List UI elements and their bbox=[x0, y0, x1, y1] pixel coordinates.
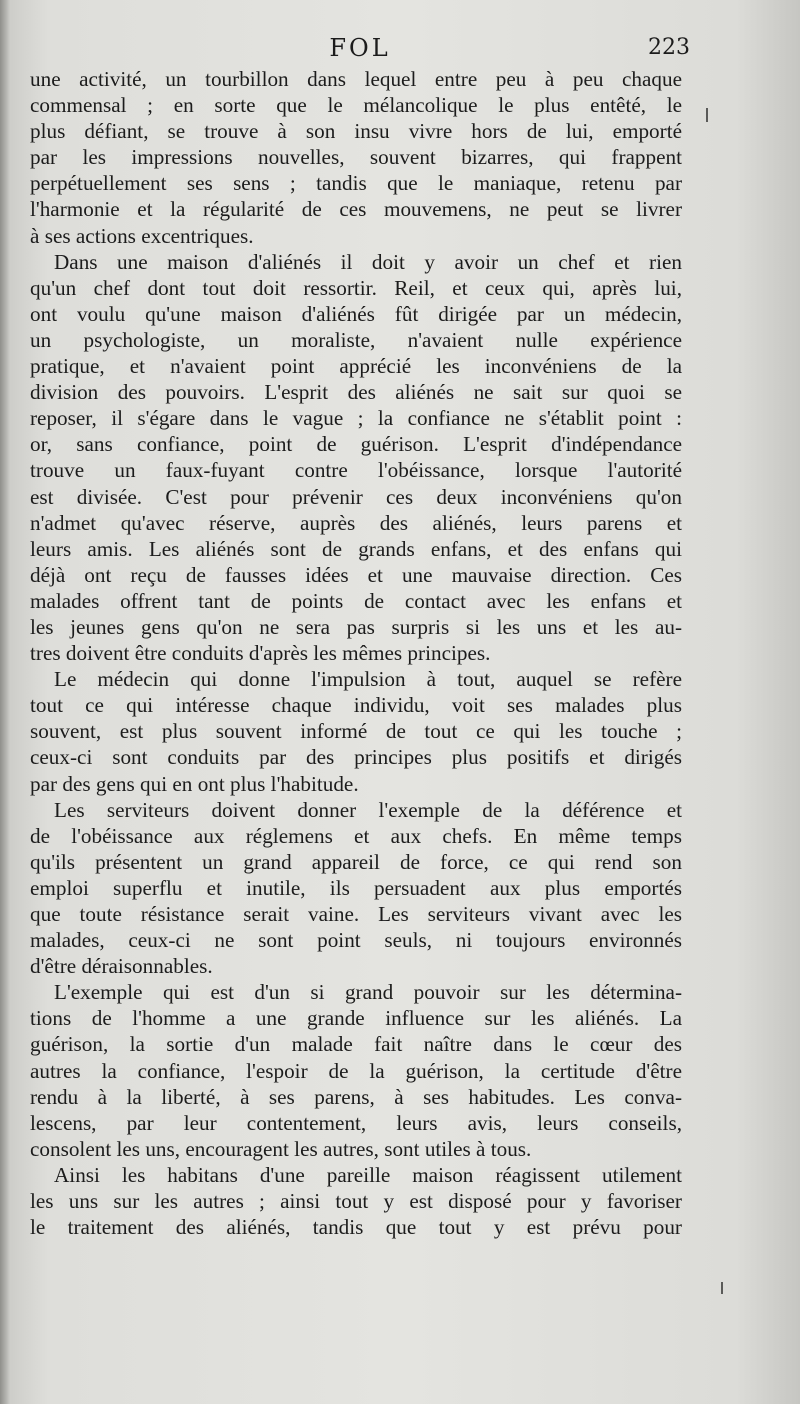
text-line: rendu à la liberté, à ses parens, à ses habitudes. Les conva- bbox=[30, 1084, 682, 1109]
text-line: n'admet qu'avec réserve, auprès des aliénés, leurs parens et bbox=[30, 510, 682, 535]
text-line: or, sans confiance, point de guérison. L'esprit d'indépendance bbox=[30, 432, 682, 457]
margin-mark bbox=[706, 108, 708, 122]
text-line: malades offrent tant de points de contact avec les enfans et bbox=[30, 588, 682, 613]
text-line: déjà ont reçu de fausses idées et une mauvaise direction. Ces bbox=[30, 562, 682, 587]
text-line: leurs amis. Les aliénés sont de grands enfans, et des enfans qui bbox=[30, 536, 682, 561]
text-line: commensal ; en sorte que le mélancolique le plus entêté, le bbox=[30, 93, 682, 118]
text-line: l'harmonie et la régularité de ces mouvemens, ne peut se livrer bbox=[30, 197, 682, 222]
text-line: lescens, par leur contentement, leurs avis, leurs conseils, bbox=[30, 1110, 682, 1135]
text-line: d'être déraisonnables. bbox=[30, 954, 213, 979]
text-line: est divisée. C'est pour prévenir ces deux inconvéniens qu'on bbox=[30, 484, 682, 509]
text-line: qu'ils présentent un grand appareil de force, ce qui rend son bbox=[30, 849, 682, 874]
text-line: trouve un faux-fuyant contre l'obéissance, lorsque l'autorité bbox=[30, 458, 682, 483]
text-line: consolent les uns, encouragent les autres, sont utiles à tous. bbox=[30, 1136, 532, 1161]
text-line: tres doivent être conduits d'après les mêmes principes. bbox=[30, 641, 491, 666]
text-line: une activité, un tourbillon dans lequel entre peu à peu chaque bbox=[30, 67, 682, 91]
text-line: de l'obéissance aux réglemens et aux chefs. En même temps bbox=[30, 823, 682, 848]
running-head bbox=[30, 30, 690, 66]
text-line: ceux-ci sont conduits par des principes plus positifs et dirigés bbox=[30, 745, 682, 770]
text-line: perpétuellement ses sens ; tandis que le maniaque, retenu par bbox=[30, 171, 682, 196]
text-line: plus défiant, se trouve à son insu vivre hors de lui, emporté bbox=[30, 119, 682, 144]
text-line: tions de l'homme a une grande influence sur les aliénés. La bbox=[30, 1006, 682, 1031]
text-line: Dans une maison d'aliénés il doit y avoir un chef et rien bbox=[54, 249, 682, 274]
text-line: malades, ceux-ci ne sont point seuls, ni toujours environnés bbox=[30, 928, 682, 953]
text-line: division des pouvoirs. L'esprit des aliénés ne sait sur quoi se bbox=[30, 380, 682, 405]
text-line: à ses actions excentriques. bbox=[30, 223, 254, 248]
text-line: les jeunes gens qu'on ne sera pas surpris si les uns et les au- bbox=[30, 614, 682, 639]
page-number: 223 bbox=[648, 35, 690, 60]
text-line: guérison, la sortie d'un malade fait naître dans le cœur des bbox=[30, 1032, 682, 1057]
text-line: Les serviteurs doivent donner l'exemple de la déférence et bbox=[54, 797, 682, 822]
page-gutter-shadow bbox=[0, 0, 10, 1404]
text-line: ont voulu qu'une maison d'aliénés fût dirigée par un médecin, bbox=[30, 301, 682, 326]
margin-mark bbox=[721, 1282, 723, 1294]
text-line: souvent, est plus souvent informé de tout ce qui les touche ; bbox=[30, 719, 682, 744]
text-line: L'exemple qui est d'un si grand pouvoir sur les détermina- bbox=[54, 980, 682, 1005]
running-head-title: FOL bbox=[329, 34, 391, 62]
body-text bbox=[30, 66, 682, 1240]
text-line: qu'un chef dont tout doit ressortir. Reil, et ceux qui, après lui, bbox=[30, 275, 682, 300]
text-line: autres la confiance, l'espoir de la guérison, la certitude d'être bbox=[30, 1058, 682, 1083]
text-line: par les impressions nouvelles, souvent bizarres, qui frappent bbox=[30, 145, 682, 170]
text-line: Le médecin qui donne l'impulsion à tout, auquel se refère bbox=[54, 667, 682, 692]
text-line: Ainsi les habitans d'une pareille maison réagissent utilement bbox=[54, 1162, 682, 1187]
text-line: le traitement des aliénés, tandis que tout y est prévu pour bbox=[30, 1215, 682, 1240]
text-line: pratique, et n'avaient point apprécié les inconvéniens de la bbox=[30, 354, 682, 379]
text-line: un psychologiste, un moraliste, n'avaient nulle expérience bbox=[30, 327, 682, 352]
text-line: par des gens qui en ont plus l'habitude. bbox=[30, 771, 359, 796]
text-line: reposer, il s'égare dans le vague ; la confiance ne s'établit point : bbox=[30, 406, 682, 431]
text-line: tout ce qui intéresse chaque individu, voit ses malades plus bbox=[30, 693, 682, 718]
text-line: les uns sur les autres ; ainsi tout y est disposé pour y favoriser bbox=[30, 1189, 682, 1214]
text-line: emploi superflu et inutile, ils persuadent aux plus emportés bbox=[30, 875, 682, 900]
text-line: que toute résistance serait vaine. Les serviteurs vivant avec les bbox=[30, 902, 682, 926]
